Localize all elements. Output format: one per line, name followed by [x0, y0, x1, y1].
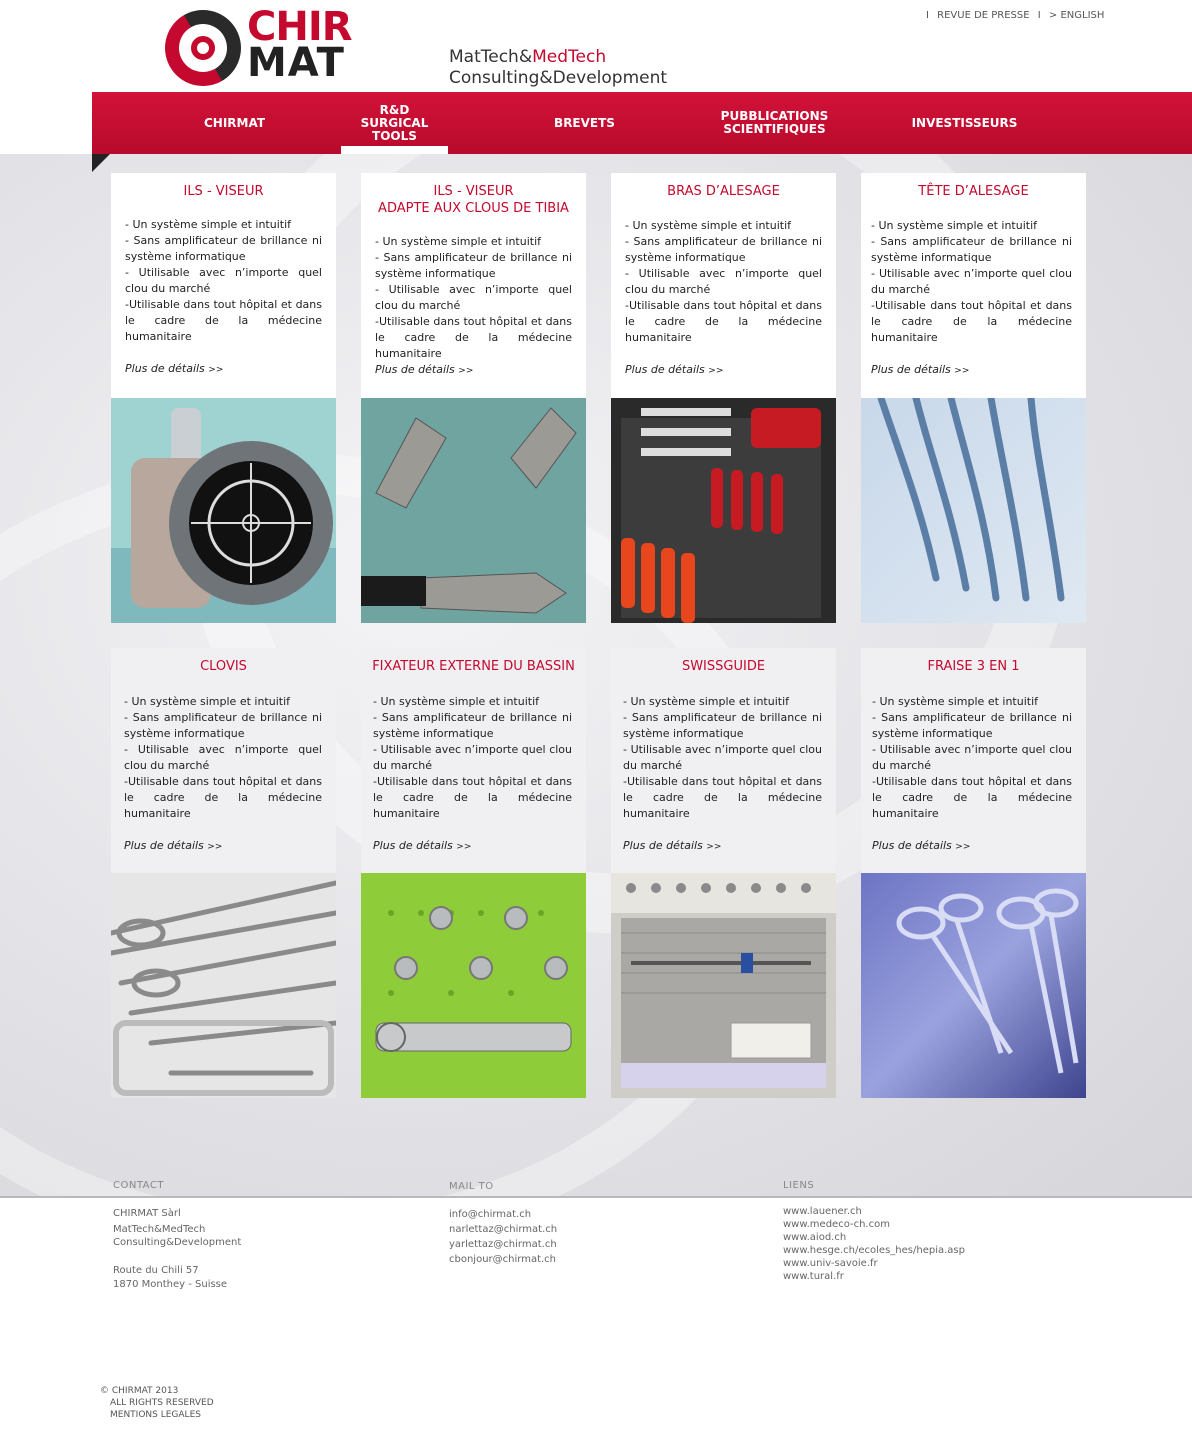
- nav-label-line1: PUBBLICATIONS: [720, 109, 829, 123]
- product-card-bras-alesage: [611, 173, 836, 623]
- card-line: - Un système simple et intuitif: [623, 695, 790, 708]
- card-line: - Utilisable avec n’importe quel clou du marché: [375, 283, 572, 312]
- card-line: -Utilisable dans tout hôpital et dans le cadre de la médecine humanitaire: [125, 298, 322, 343]
- tagline-medtech: MedTech: [532, 47, 607, 67]
- external-link[interactable]: www.aiod.ch: [783, 1232, 847, 1243]
- mail-link[interactable]: narlettaz@chirmat.ch: [449, 1224, 558, 1235]
- details-link-label: Plus de détails: [623, 839, 703, 852]
- tagline-mattech: MatTech&: [449, 47, 533, 67]
- card-title: CLOVIS: [200, 659, 247, 674]
- card-line: - Sans amplificateur de brillance ni système informatique: [373, 711, 572, 740]
- card-title: [361, 183, 586, 217]
- details-link-label: Plus de détails: [871, 363, 951, 376]
- card-line: - Un système simple et intuitif: [375, 235, 542, 248]
- card-line: - Sans amplificateur de brillance ni système informatique: [125, 234, 322, 263]
- tagline-consulting: Consulting&Development: [449, 68, 668, 88]
- product-image-scissors-blue[interactable]: [861, 873, 1086, 1098]
- details-link[interactable]: [625, 363, 723, 376]
- details-arrows: >>: [955, 842, 971, 852]
- card-description: [124, 694, 322, 822]
- card-line: - Sans amplificateur de brillance ni système informatique: [124, 711, 322, 740]
- product-card-tete-alesage: [861, 173, 1086, 623]
- card-line: -Utilisable dans tout hôpital et dans le cadre de la médecine humanitaire: [871, 299, 1072, 344]
- footer-divider: [0, 1196, 1192, 1198]
- card-title: FRAISE 3 EN 1: [927, 659, 1020, 674]
- card-description: [373, 694, 572, 822]
- main-nav: [92, 92, 1192, 154]
- product-card-swissguide: [611, 648, 836, 1098]
- external-link[interactable]: www.lauener.ch: [783, 1206, 862, 1217]
- product-image-instruments-blue[interactable]: [861, 398, 1086, 623]
- card-line: - Utilisable avec n’importe quel clou du marché: [623, 743, 822, 772]
- separator: I: [1037, 10, 1041, 21]
- card-title: FIXATEUR EXTERNE DU BASSIN: [372, 659, 575, 674]
- english-link[interactable]: > ENGLISH: [1048, 10, 1105, 21]
- card-description: [375, 234, 572, 362]
- details-arrows: >>: [708, 366, 724, 376]
- logo-text-bottom: MAT: [247, 40, 345, 86]
- nav-item-rd-surgical-tools[interactable]: [341, 92, 448, 154]
- card-line: -Utilisable dans tout hôpital et dans le cadre de la médecine humanitaire: [872, 775, 1072, 820]
- card-line: - Utilisable avec n’importe quel clou du marché: [373, 743, 572, 772]
- nav-label: INVESTISSEURS: [911, 115, 1018, 130]
- details-link-label: Plus de détails: [125, 362, 205, 375]
- card-title-line2: ADAPTE AUX CLOUS DE TIBIA: [378, 201, 569, 216]
- product-image-green-tray[interactable]: [361, 873, 586, 1098]
- product-image-scissors-tray[interactable]: [111, 873, 336, 1098]
- footer-contact: [113, 1207, 241, 1291]
- details-link[interactable]: [124, 839, 222, 852]
- details-link-label: Plus de détails: [872, 839, 952, 852]
- product-card-fraise: [861, 648, 1086, 1098]
- card-line: - Un système simple et intuitif: [625, 219, 792, 232]
- card-line: - Sans amplificateur de brillance ni système informatique: [625, 235, 822, 264]
- product-card-fixateur-bassin: [361, 648, 586, 1098]
- revue-de-presse-link[interactable]: REVUE DE PRESSE: [937, 10, 1030, 21]
- external-link[interactable]: www.hesge.ch/ecoles_hes/hepia.asp: [783, 1245, 965, 1256]
- card-line: - Un système simple et intuitif: [373, 695, 540, 708]
- nav-label: [721, 110, 829, 136]
- nav-label-line2: SURGICAL TOOLS: [360, 115, 429, 143]
- separator: I: [926, 10, 929, 21]
- nav-item-chirmat[interactable]: [162, 92, 307, 154]
- card-description: [623, 694, 822, 822]
- product-image-ils-viseur[interactable]: [111, 398, 336, 623]
- mail-link[interactable]: cbonjour@chirmat.ch: [449, 1254, 557, 1265]
- external-link[interactable]: www.univ-savoie.fr: [783, 1258, 878, 1269]
- nav-item-publications[interactable]: [702, 92, 847, 154]
- details-link[interactable]: [375, 363, 473, 376]
- card-description: [125, 217, 322, 345]
- details-link[interactable]: [623, 839, 721, 852]
- nav-label: BREVETS: [554, 115, 615, 130]
- company-tagline2: Consulting&Development: [113, 1237, 242, 1248]
- card-line: - Un système simple et intuitif: [871, 219, 1038, 232]
- card-line: - Sans amplificateur de brillance ni système informatique: [872, 711, 1072, 740]
- copyright-text: © CHIRMAT 2013: [100, 1386, 179, 1396]
- top-links: [926, 10, 1109, 21]
- tagline: [449, 47, 667, 89]
- logo-emblem-icon: [165, 10, 241, 86]
- details-arrows: >>: [458, 366, 474, 376]
- details-arrows: >>: [706, 842, 722, 852]
- details-arrows: >>: [954, 366, 970, 376]
- details-link-label: Plus de détails: [124, 839, 204, 852]
- external-link[interactable]: www.tural.fr: [783, 1271, 844, 1282]
- nav-label: [341, 104, 448, 143]
- details-link[interactable]: [872, 839, 970, 852]
- card-title-line1: ILS - VISEUR: [433, 184, 514, 199]
- card-title: TÊTE D’ALESAGE: [918, 184, 1029, 199]
- card-line: - Utilisable avec n’importe quel clou du marché: [124, 743, 322, 772]
- card-line: -Utilisable dans tout hôpital et dans le cadre de la médecine humanitaire: [375, 315, 572, 360]
- details-link[interactable]: [871, 363, 969, 376]
- nav-label: CHIRMAT: [203, 115, 266, 130]
- details-arrows: >>: [456, 842, 472, 852]
- product-card-ils-viseur: [111, 173, 336, 623]
- footer-mail-heading: MAIL TO: [449, 1181, 494, 1192]
- card-line: - Un système simple et intuitif: [872, 695, 1039, 708]
- card-line: - Utilisable avec n’importe quel clou du marché: [872, 743, 1072, 772]
- card-description: [872, 694, 1072, 822]
- card-line: -Utilisable dans tout hôpital et dans le cadre de la médecine humanitaire: [625, 299, 822, 344]
- nav-corner-decoration: [92, 154, 110, 172]
- product-image-drill-bits[interactable]: [361, 398, 586, 623]
- address-street: Route du Chili 57: [113, 1265, 199, 1276]
- card-line: - Sans amplificateur de brillance ni système informatique: [871, 235, 1072, 264]
- details-link-label: Plus de détails: [373, 839, 453, 852]
- footer-links-heading: LIENS: [783, 1180, 815, 1191]
- spacer: [113, 1249, 241, 1264]
- address-city: 1870 Monthey - Suisse: [113, 1279, 228, 1290]
- card-title: SWISSGUIDE: [681, 659, 766, 674]
- card-title: BRAS D’ALESAGE: [667, 184, 780, 199]
- card-line: - Utilisable avec n’importe quel clou du marché: [871, 267, 1072, 296]
- card-line: - Sans amplificateur de brillance ni système informatique: [623, 711, 822, 740]
- details-link-label: Plus de détails: [375, 363, 455, 376]
- details-arrows: >>: [207, 842, 223, 852]
- company-tagline1: MatTech&MedTech: [113, 1224, 206, 1235]
- logo-text-top: CHIR: [247, 4, 352, 50]
- card-description: [625, 218, 822, 346]
- mail-link[interactable]: yarlettaz@chirmat.ch: [449, 1239, 557, 1250]
- details-link-label: Plus de détails: [625, 363, 705, 376]
- card-line: - Utilisable avec n’importe quel clou du marché: [625, 267, 822, 296]
- nav-label-line2: SCIENTIFIQUES: [723, 122, 826, 136]
- product-image-toolbox[interactable]: [611, 398, 836, 623]
- card-line: - Sans amplificateur de brillance ni système informatique: [375, 251, 572, 280]
- footer-mails: [449, 1207, 557, 1267]
- details-link[interactable]: [373, 839, 471, 852]
- details-link[interactable]: [125, 362, 223, 375]
- footer-links: [783, 1205, 965, 1283]
- nav-label-line1: R&D: [379, 102, 410, 117]
- company-name: CHIRMAT Sàrl: [113, 1208, 181, 1219]
- card-line: - Utilisable avec n’importe quel clou du marché: [125, 266, 322, 295]
- card-line: -Utilisable dans tout hôpital et dans le cadre de la médecine humanitaire: [373, 775, 572, 820]
- copyright-block: [100, 1385, 214, 1421]
- product-card-clovis: [111, 648, 336, 1098]
- details-arrows: >>: [208, 365, 224, 375]
- card-title: ILS - VISEUR: [183, 184, 264, 199]
- card-line: -Utilisable dans tout hôpital et dans le cadre de la médecine humanitaire: [124, 775, 322, 820]
- card-line: - Un système simple et intuitif: [124, 695, 291, 708]
- nav-item-brevets[interactable]: [512, 92, 657, 154]
- card-description: [871, 218, 1072, 346]
- product-image-mesh-case[interactable]: [611, 873, 836, 1098]
- product-card-ils-viseur-tibia: [361, 173, 586, 623]
- chirmat-logo[interactable]: [165, 4, 355, 88]
- card-line: - Un système simple et intuitif: [125, 218, 292, 231]
- legal-link[interactable]: MENTIONS LEGALES: [110, 1410, 201, 1420]
- card-line: -Utilisable dans tout hôpital et dans le cadre de la médecine humanitaire: [623, 775, 822, 820]
- mail-link[interactable]: info@chirmat.ch: [449, 1209, 532, 1220]
- footer-contact-heading: CONTACT: [113, 1180, 164, 1191]
- external-link[interactable]: www.medeco-ch.com: [783, 1219, 890, 1230]
- rights-text: ALL RIGHTS RESERVED: [110, 1398, 214, 1408]
- nav-item-investisseurs[interactable]: [892, 92, 1037, 154]
